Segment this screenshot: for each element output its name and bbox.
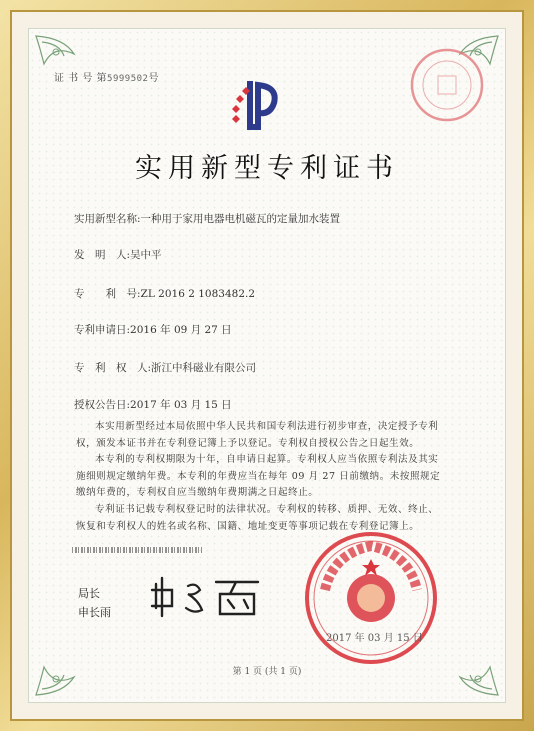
field-utility-model-name	[74, 211, 340, 226]
field-label: 专 利 权 人:	[74, 362, 152, 374]
certificate-number-label: 证 书 号 第	[54, 73, 108, 84]
field-label: 授权公告日:	[74, 399, 131, 411]
field-label: 专 利 号:	[74, 288, 141, 300]
signature	[150, 574, 270, 618]
field-label: 发 明 人:	[74, 249, 131, 261]
certificate-number	[54, 69, 159, 84]
field-inventor	[74, 247, 162, 262]
seal-date: 2017 年 03 月 15 日	[326, 633, 423, 644]
officer-title: 局长	[78, 587, 100, 600]
page-number: 第 1 页 (共 1 页)	[232, 667, 302, 677]
certificate-title: 实用新型专利证书	[135, 153, 399, 184]
certificate-number-suffix: 号	[148, 73, 159, 84]
field-label: 专利申请日:	[74, 324, 131, 336]
field-label: 实用新型名称:	[74, 213, 141, 225]
patent-office-logo	[228, 75, 300, 133]
field-patentee	[74, 360, 256, 375]
barcode-strip	[72, 547, 202, 553]
field-value: 浙江中科磁业有限公司	[151, 362, 257, 374]
paragraph-term: 本专利的专利权期限为十年，自申请日起算。专利权人应当依照专利法及其实施细则规定缴纳年费。本专利的年费应当在每年 09 月 27 日前缴纳。未按照规定缴纳年费的，专利权自应当缴纳年费期满之日起终止。	[76, 454, 441, 498]
official-seal	[303, 530, 439, 666]
field-value: 2016 年 09 月 27 日	[130, 324, 232, 336]
paragraph-legal-status: 专利证书记载专利权登记时的法律状况。专利权的转移、质押、无效、终止、恢复和专利权人的姓名或名称、国籍、地址变更等事项记载在专利登记簿上。	[76, 504, 439, 532]
field-value: 2017 年 03 月 15 日	[130, 399, 232, 411]
field-filing-date	[74, 322, 232, 337]
paragraph-grant: 本实用新型经过本局依照中华人民共和国专利法进行初步审查，决定授予专利权，颁发本证书并在专利登记簿上予以登记。专利权自授权公告之日起生效。	[76, 421, 439, 449]
certificate-number-value: 5999502	[107, 74, 149, 84]
field-value: 吴中平	[130, 249, 162, 261]
field-patent-number	[74, 286, 255, 301]
officer-name: 申长雨	[78, 606, 111, 619]
field-value: ZL 2016 2 1083482.2	[140, 288, 256, 300]
agency-stamp	[408, 46, 486, 124]
field-grant-date	[74, 397, 232, 412]
field-value: 一种用于家用电器电机磁瓦的定量加水装置	[140, 213, 341, 225]
corner-ornament-top-left	[34, 34, 106, 94]
